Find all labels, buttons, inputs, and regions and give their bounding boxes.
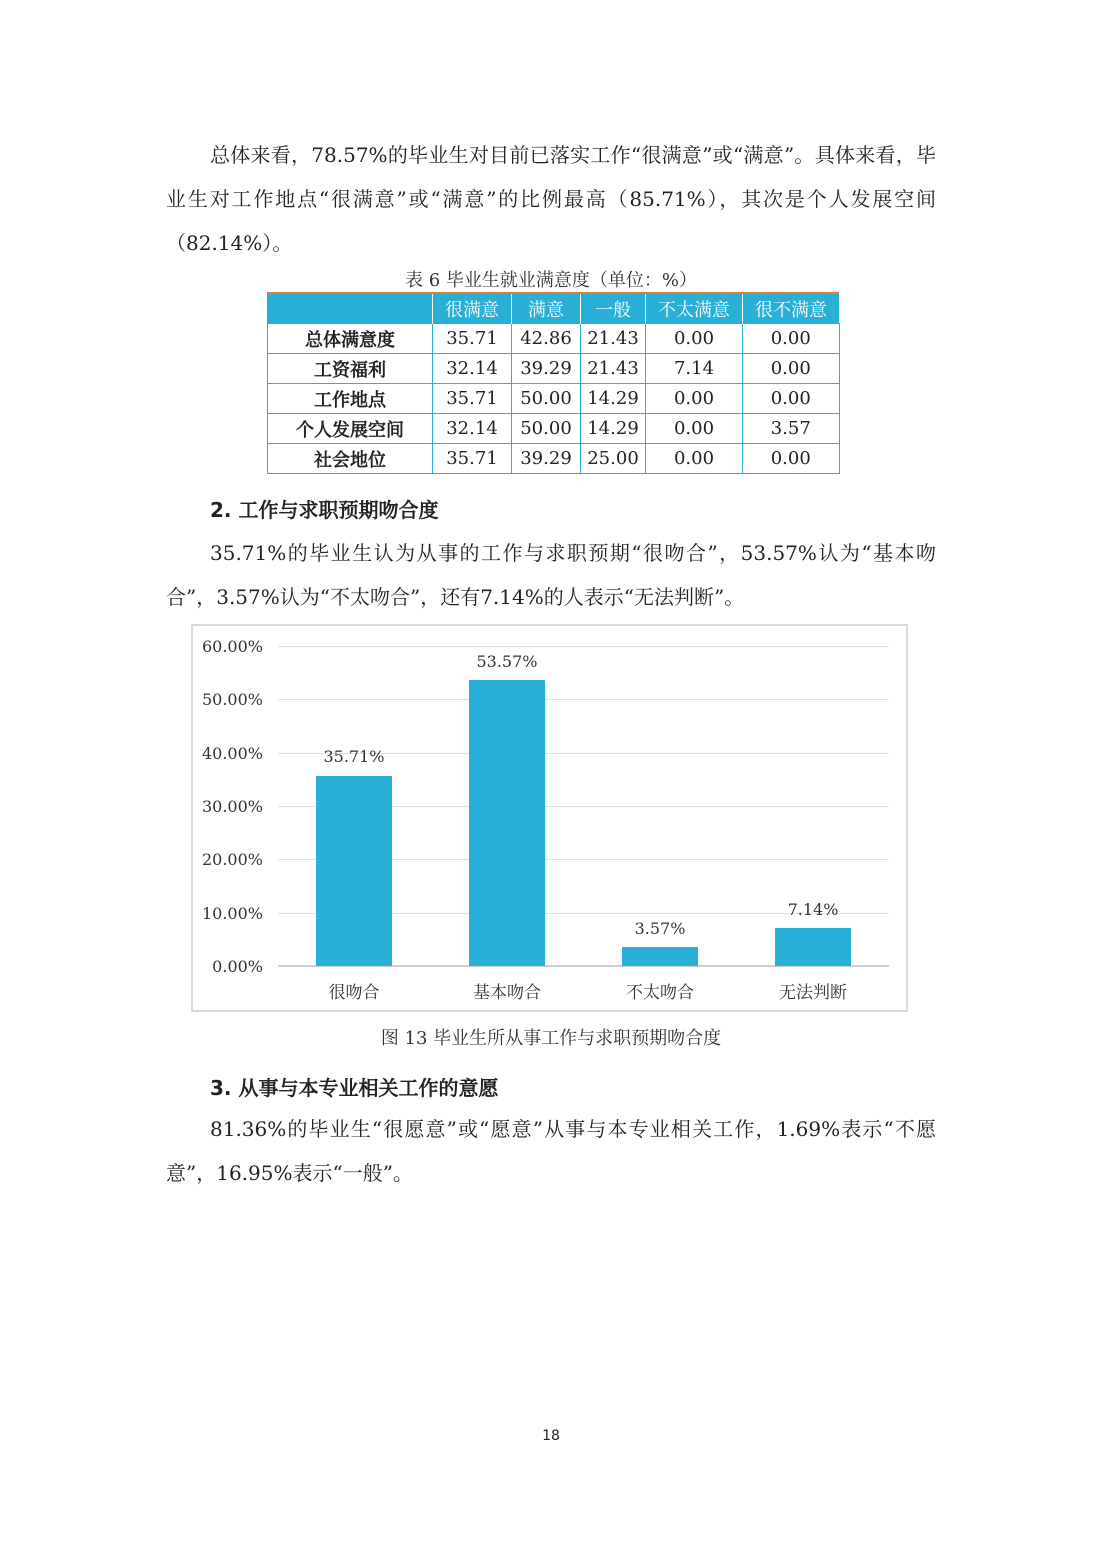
- row-label: 个人发展空间: [268, 414, 433, 444]
- bar-chart: [191, 624, 908, 1012]
- section2-paragraph: 35.71%的毕业生认为从事的工作与求职预期“很吻合”，53.57%认为“基本吻合”，3.57%认为“不太吻合”，还有7.14%的人表示“无法判断”。: [166, 541, 936, 609]
- bar-hen-wenhe: [316, 776, 392, 966]
- table-cell: 35.71: [433, 444, 512, 474]
- table-cell: 25.00: [581, 444, 646, 474]
- table-row: [268, 324, 840, 354]
- page-number: 18: [542, 1428, 560, 1444]
- table-cell: 0.00: [743, 354, 840, 384]
- table-row: [268, 444, 840, 474]
- bar-jiben-wenhe: [469, 680, 545, 966]
- table-cell: 32.14: [433, 354, 512, 384]
- table-cell: 0.00: [743, 444, 840, 474]
- bar-value-label: 53.57%: [476, 652, 538, 671]
- table-header-cell: [268, 293, 433, 324]
- bar-value-label: 35.71%: [323, 747, 385, 766]
- table-cell: 14.29: [581, 384, 646, 414]
- table-header-cell: 很满意: [433, 293, 512, 324]
- y-tick-label: 30.00%: [201, 797, 263, 816]
- row-label: 工作地点: [268, 384, 433, 414]
- row-label: 工资福利: [268, 354, 433, 384]
- table-cell: 32.14: [433, 414, 512, 444]
- table-cell: 21.43: [581, 354, 646, 384]
- table-cell: 0.00: [646, 384, 743, 414]
- row-label: 社会地位: [268, 444, 433, 474]
- table-row: [268, 414, 840, 444]
- y-tick-label: 60.00%: [201, 637, 263, 656]
- table-cell: 0.00: [743, 384, 840, 414]
- table-cell: 50.00: [512, 384, 581, 414]
- section3-paragraph: 81.36%的毕业生“很愿意”或“愿意”从事与本专业相关工作，1.69%表示“不愿意”，16.95%表示“一般”。: [166, 1117, 936, 1185]
- table-cell: 35.71: [433, 384, 512, 414]
- table-header-cell: 满意: [512, 293, 581, 324]
- satisfaction-table: [267, 292, 840, 474]
- figure-caption: 图 13 毕业生所从事工作与求职预期吻合度: [380, 1028, 722, 1049]
- table-cell: 39.29: [512, 354, 581, 384]
- table-cell: 3.57: [743, 414, 840, 444]
- y-tick-label: 20.00%: [201, 850, 263, 869]
- table-row: [268, 384, 840, 414]
- table-cell: 42.86: [512, 324, 581, 354]
- table-caption: 表 6 毕业生就业满意度（单位：%）: [405, 270, 697, 291]
- section2-heading: 2. 工作与求职预期吻合度: [210, 498, 439, 522]
- table-header-cell: 很不满意: [743, 293, 840, 324]
- table-cell: 0.00: [646, 414, 743, 444]
- bar-butai-wenhe: [622, 947, 698, 966]
- table-row: [268, 354, 840, 384]
- bar-value-label: 7.14%: [787, 900, 839, 919]
- table-cell: 50.00: [512, 414, 581, 444]
- gridline: [278, 646, 889, 647]
- bar-wufa-panduan: [775, 928, 851, 966]
- table-cell: 0.00: [646, 324, 743, 354]
- y-tick-label: 10.00%: [201, 904, 263, 923]
- gridline: [278, 699, 889, 700]
- bar-value-label: 3.57%: [634, 919, 686, 938]
- x-category-label: 无法判断: [779, 983, 847, 1003]
- intro-paragraph: 总体来看，78.57%的毕业生对目前已落实工作“很满意”或“满意”。具体来看，毕业生对工作地点“很满意”或“满意”的比例最高（85.71%），其次是个人发展空间（82.14%）。: [166, 143, 936, 255]
- row-label: 总体满意度: [268, 324, 433, 354]
- table-cell: 7.14: [646, 354, 743, 384]
- x-category-label: 很吻合: [328, 983, 380, 1003]
- table-cell: 21.43: [581, 324, 646, 354]
- table-cell: 14.29: [581, 414, 646, 444]
- y-tick-label: 40.00%: [201, 744, 263, 763]
- table-header-cell: 一般: [581, 293, 646, 324]
- y-tick-label: 50.00%: [201, 690, 263, 709]
- table-cell: 39.29: [512, 444, 581, 474]
- y-tick-label: 0.00%: [212, 957, 263, 976]
- x-category-label: 基本吻合: [473, 983, 541, 1003]
- table-cell: 0.00: [743, 324, 840, 354]
- table-cell: 35.71: [433, 324, 512, 354]
- table-header-row: [268, 293, 840, 324]
- x-category-label: 不太吻合: [626, 983, 694, 1003]
- section3-heading: 3. 从事与本专业相关工作的意愿: [210, 1076, 499, 1100]
- table-cell: 0.00: [646, 444, 743, 474]
- table-header-cell: 不太满意: [646, 293, 743, 324]
